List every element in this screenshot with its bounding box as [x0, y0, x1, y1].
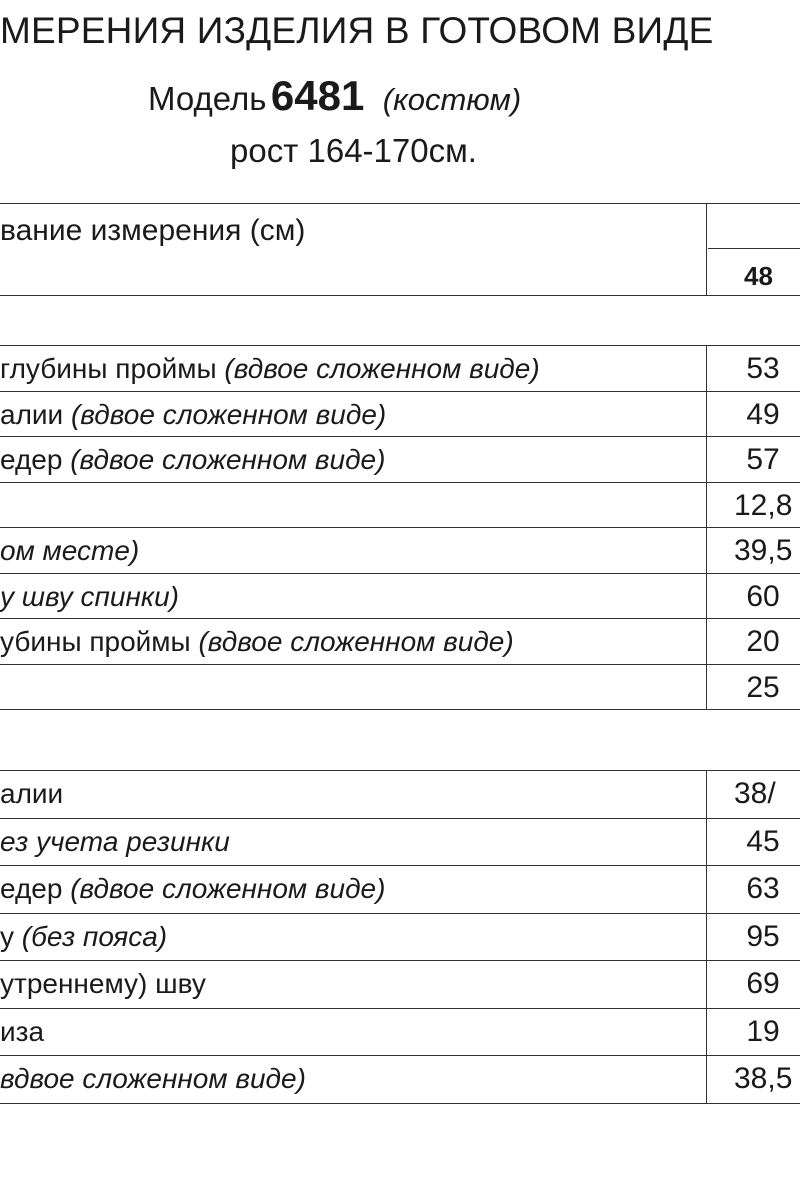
measurement-label-text: едер: [0, 444, 71, 475]
row-rule: [0, 1008, 800, 1009]
row-rule: [0, 482, 800, 483]
model-line: [148, 72, 521, 120]
header-column-divider: [706, 203, 707, 296]
measurement-value: 57: [746, 443, 780, 476]
measurement-label-note: (вдвое сложенном виде): [70, 398, 387, 430]
table-top-rule: [0, 203, 800, 204]
row-rule: [0, 865, 800, 866]
measurement-label: [0, 920, 168, 952]
measurement-label-note: (вдвое сложенном виде): [70, 444, 386, 475]
row-rule: [0, 1103, 800, 1104]
measurement-value: 69: [746, 967, 780, 1000]
measurement-value: 60: [746, 579, 780, 613]
measurement-label: [0, 580, 179, 612]
row-rule: [0, 664, 800, 665]
height-range: рост 164-170см.: [230, 132, 477, 169]
row-rule: [0, 709, 800, 710]
section-top-rule: [0, 770, 800, 771]
measurement-label-text: иза: [0, 1015, 45, 1047]
measurement-label-note: ом месте): [0, 535, 140, 566]
measurement-label: [0, 355, 540, 383]
value-column-divider: [706, 770, 707, 1103]
row-rule: [0, 618, 800, 619]
measurement-value: 63: [746, 872, 780, 905]
measurement-label-note: (вдвое сложенном виде): [198, 626, 514, 657]
measurement-label-text: алии: [0, 398, 71, 430]
document-title-text: МЕРЕНИЯ ИЗДЕЛИЯ В ГОТОВОМ ВИДЕ: [0, 10, 714, 51]
measurement-label-note: (вдвое сложенном виде): [70, 873, 386, 904]
measurement-label: [0, 780, 63, 808]
measurement-label-note: у шву спинки): [0, 580, 179, 612]
measurement-label: [0, 970, 206, 998]
measurement-value: 53: [746, 352, 780, 385]
model-number: 6481: [270, 72, 365, 119]
measurement-label-note: ез учета резинки: [0, 825, 230, 857]
row-rule: [0, 391, 800, 392]
measurement-label: [0, 825, 230, 857]
measurement-label: [0, 398, 387, 430]
measurement-value: 45: [746, 824, 780, 858]
measurement-value: 12,8: [734, 488, 793, 522]
section-top-rule: [0, 345, 800, 346]
measurement-label-note: (вдвое сложенном виде): [224, 353, 540, 384]
measurement-label-note: вдвое сложенном виде): [0, 1063, 306, 1094]
measurement-value: 49: [746, 397, 780, 431]
measurement-value: 19: [746, 1014, 780, 1048]
row-rule: [0, 573, 800, 574]
row-rule: [0, 436, 800, 437]
table-header-bottom-rule: [0, 295, 800, 296]
measurement-label-text: у: [0, 920, 22, 952]
measurement-value: 95: [746, 919, 780, 953]
measurement-label: [0, 537, 139, 565]
measurement-label: [0, 446, 385, 474]
value-column-divider: [706, 345, 707, 709]
measurement-value: 39,5: [734, 534, 793, 567]
size-header-rule: [708, 248, 800, 249]
measurement-label-text: утреннему) шву: [0, 968, 206, 999]
measurement-value: 38,5: [734, 1062, 793, 1095]
measurement-label-text: алии: [0, 778, 64, 809]
measurement-value: 25: [746, 670, 780, 704]
row-rule: [0, 1055, 800, 1056]
model-type: (костюм): [382, 82, 522, 117]
row-rule: [0, 527, 800, 528]
measurement-label-text: едер: [0, 873, 71, 904]
model-label: Модель: [148, 80, 267, 117]
table-header-label: вание измерения (см): [0, 214, 306, 247]
measurement-label: [0, 628, 514, 656]
measurement-label-text: убины проймы: [0, 626, 199, 657]
measurement-label-text: глубины проймы: [0, 353, 225, 384]
measurement-value: 20: [746, 625, 780, 658]
row-rule: [0, 960, 800, 961]
measurement-label-note: (без пояса): [21, 920, 168, 952]
size-column-header: 48: [744, 261, 773, 291]
row-rule: [0, 913, 800, 914]
measurement-label: [0, 1065, 306, 1093]
measurement-label: [0, 875, 385, 903]
measurement-value: 38/: [734, 777, 776, 810]
row-rule: [0, 818, 800, 819]
measurement-label: [0, 1015, 45, 1047]
